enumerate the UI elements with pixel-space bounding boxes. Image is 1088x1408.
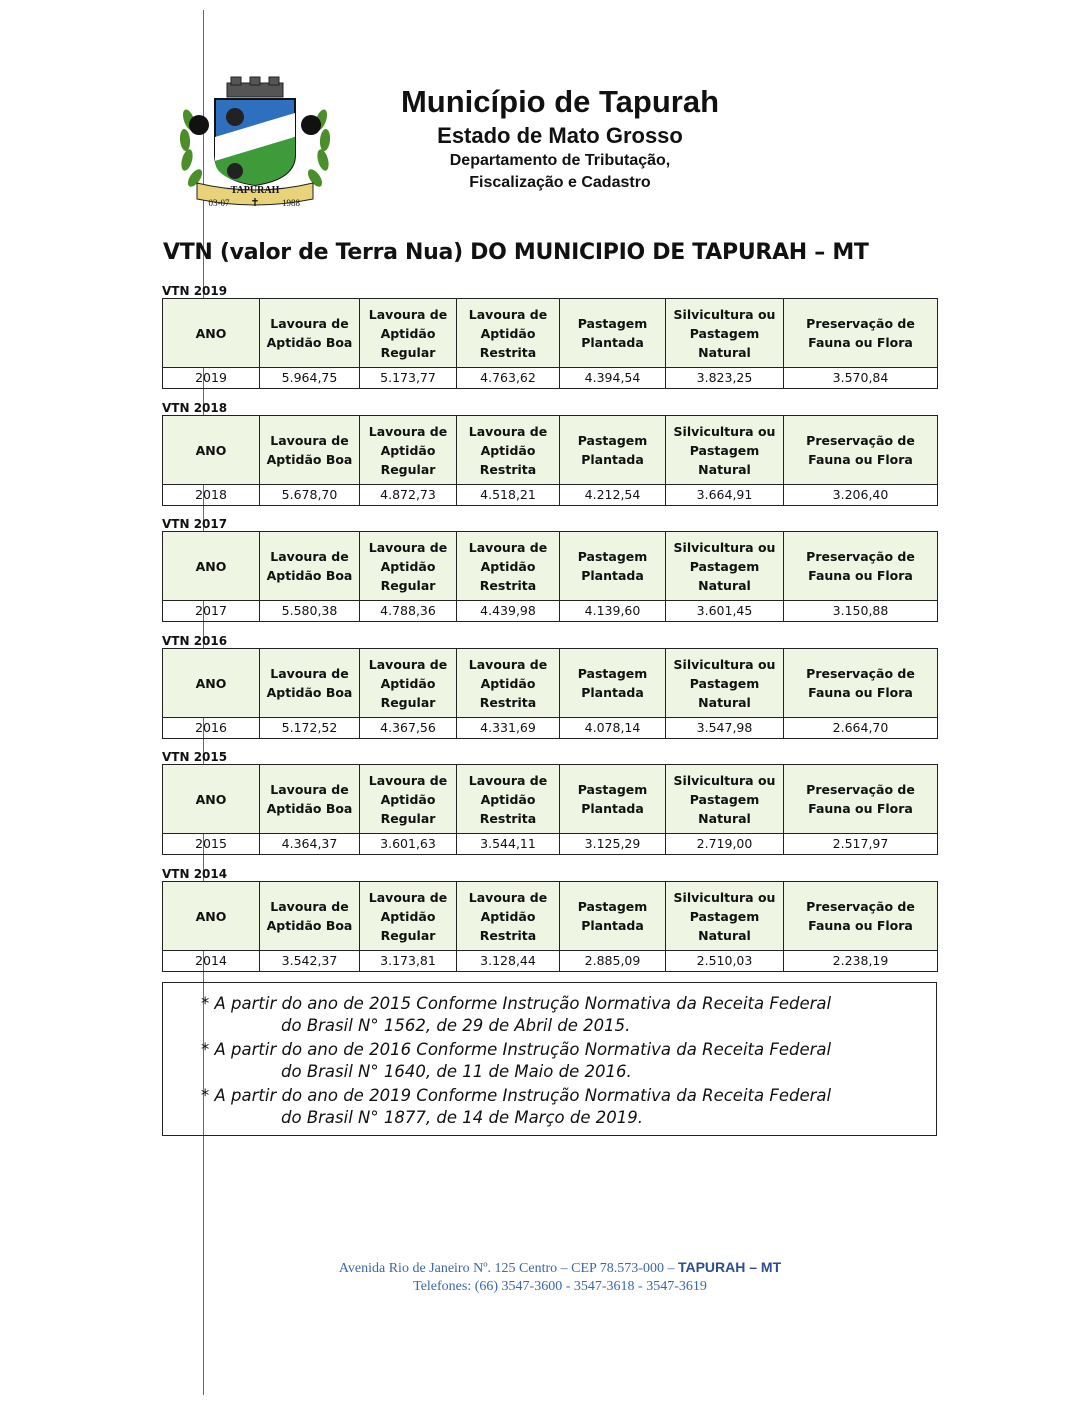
value-cell: 4.331,69 xyxy=(457,718,560,739)
note-line: * A partir do ano de 2015 Conforme Instrução Normativa da Receita Federal xyxy=(201,994,832,1013)
column-header: Lavoura de Aptidão Restrita xyxy=(457,299,560,368)
table-header-row xyxy=(163,416,938,485)
value-cell: 3.664,91 xyxy=(666,485,784,506)
table-row xyxy=(163,368,938,389)
column-header: Lavoura de Aptidão Boa xyxy=(260,532,360,601)
document-header xyxy=(340,82,780,194)
column-header: Lavoura de Aptidão Regular xyxy=(360,532,457,601)
column-header: Lavoura de Aptidão Restrita xyxy=(457,532,560,601)
table-row xyxy=(163,601,938,622)
column-header: Lavoura de Aptidão Boa xyxy=(260,299,360,368)
value-cell: 3.173,81 xyxy=(360,951,457,972)
column-header: Silvicultura ou Pastagem Natural xyxy=(666,299,784,368)
vtn-year-block xyxy=(162,517,937,622)
column-header: Silvicultura ou Pastagem Natural xyxy=(666,416,784,485)
vtn-year-block xyxy=(162,867,937,972)
column-header: Lavoura de Aptidão Regular xyxy=(360,882,457,951)
value-cell: 3.206,40 xyxy=(784,485,938,506)
table-header-row xyxy=(163,882,938,951)
value-cell: 4.518,21 xyxy=(457,485,560,506)
value-cell: 5.964,75 xyxy=(260,368,360,389)
value-cell: 3.823,25 xyxy=(666,368,784,389)
column-header: ANO xyxy=(163,649,260,718)
column-header: Pastagem Plantada xyxy=(560,649,666,718)
value-cell: 4.364,37 xyxy=(260,834,360,855)
municipality-title: Município de Tapurah xyxy=(400,84,720,119)
state-title: Estado de Mato Grosso xyxy=(437,123,683,148)
legal-notes-box xyxy=(162,982,937,1136)
column-header: Preservação de Fauna ou Flora xyxy=(784,882,938,951)
footer-city: TAPURAH – MT xyxy=(677,1259,782,1275)
vtn-table xyxy=(162,298,938,389)
value-cell: 3.128,44 xyxy=(457,951,560,972)
year-cell: 2015 xyxy=(163,834,260,855)
column-header: Silvicultura ou Pastagem Natural xyxy=(666,882,784,951)
value-cell: 2.664,70 xyxy=(784,718,938,739)
footer xyxy=(270,1258,850,1296)
table-row xyxy=(163,718,938,739)
table-header-row xyxy=(163,649,938,718)
crest-date-left: 03-07 xyxy=(208,198,230,208)
value-cell: 3.150,88 xyxy=(784,601,938,622)
page-title: VTN (valor de Terra Nua) DO MUNICIPIO DE TAPURAH – MT xyxy=(163,240,869,265)
value-cell: 4.212,54 xyxy=(560,485,666,506)
year-cell: 2017 xyxy=(163,601,260,622)
column-header: Lavoura de Aptidão Boa xyxy=(260,649,360,718)
table-label: VTN 2017 xyxy=(162,517,228,531)
column-header: Silvicultura ou Pastagem Natural xyxy=(666,649,784,718)
vtn-year-block xyxy=(162,634,937,739)
column-header: ANO xyxy=(163,882,260,951)
value-cell: 4.394,54 xyxy=(560,368,666,389)
vtn-table xyxy=(162,648,938,739)
column-header: Lavoura de Aptidão Regular xyxy=(360,765,457,834)
value-cell: 2.510,03 xyxy=(666,951,784,972)
value-cell: 2.719,00 xyxy=(666,834,784,855)
value-cell: 4.439,98 xyxy=(457,601,560,622)
column-header: Preservação de Fauna ou Flora xyxy=(784,532,938,601)
vtn-year-block xyxy=(162,284,937,389)
column-header: ANO xyxy=(163,765,260,834)
table-row xyxy=(163,951,938,972)
column-header: Lavoura de Aptidão Restrita xyxy=(457,765,560,834)
vtn-table xyxy=(162,415,938,506)
value-cell: 3.601,45 xyxy=(666,601,784,622)
column-header: Silvicultura ou Pastagem Natural xyxy=(666,532,784,601)
column-header: ANO xyxy=(163,299,260,368)
svg-text:✝: ✝ xyxy=(250,197,260,209)
column-header: Preservação de Fauna ou Flora xyxy=(784,649,938,718)
value-cell: 5.678,70 xyxy=(260,485,360,506)
value-cell: 2.885,09 xyxy=(560,951,666,972)
note-line: * A partir do ano de 2016 Conforme Instrução Normativa da Receita Federal xyxy=(201,1040,832,1059)
value-cell: 3.125,29 xyxy=(560,834,666,855)
column-header: Pastagem Plantada xyxy=(560,532,666,601)
column-header: Lavoura de Aptidão Boa xyxy=(260,416,360,485)
note-line: do Brasil N° 1562, de 29 de Abril de 2015. xyxy=(281,1016,631,1035)
footer-address: Avenida Rio de Janeiro Nº. 125 Centro – CEP 78.573-000 – xyxy=(338,1261,675,1276)
value-cell: 4.872,73 xyxy=(360,485,457,506)
table-label: VTN 2015 xyxy=(162,750,228,764)
department-line-2: Fiscalização e Cadastro xyxy=(469,174,651,191)
value-cell: 2.517,97 xyxy=(784,834,938,855)
table-header-row xyxy=(163,765,938,834)
table-label: VTN 2014 xyxy=(162,867,228,881)
value-cell: 3.547,98 xyxy=(666,718,784,739)
department-line-1: Departamento de Tributação, xyxy=(449,152,671,169)
table-header-row xyxy=(163,299,938,368)
column-header: Preservação de Fauna ou Flora xyxy=(784,416,938,485)
note-item xyxy=(201,993,831,1037)
value-cell: 4.367,56 xyxy=(360,718,457,739)
column-header: Preservação de Fauna ou Flora xyxy=(784,299,938,368)
note-line: * A partir do ano de 2019 Conforme Instrução Normativa da Receita Federal xyxy=(201,1086,832,1105)
value-cell: 4.139,60 xyxy=(560,601,666,622)
column-header: Silvicultura ou Pastagem Natural xyxy=(666,765,784,834)
vtn-table xyxy=(162,764,938,855)
year-cell: 2016 xyxy=(163,718,260,739)
column-header: Lavoura de Aptidão Regular xyxy=(360,416,457,485)
value-cell: 5.172,52 xyxy=(260,718,360,739)
table-label: VTN 2016 xyxy=(162,634,228,648)
crest-date-right: 1988 xyxy=(282,198,300,208)
note-line: do Brasil N° 1640, de 11 de Maio de 2016. xyxy=(281,1062,632,1081)
column-header: Lavoura de Aptidão Boa xyxy=(260,765,360,834)
table-label: VTN 2018 xyxy=(162,401,228,415)
table-label: VTN 2019 xyxy=(162,284,228,298)
column-header: Lavoura de Aptidão Boa xyxy=(260,882,360,951)
value-cell: 3.570,84 xyxy=(784,368,938,389)
value-cell: 3.542,37 xyxy=(260,951,360,972)
table-row xyxy=(163,485,938,506)
note-item xyxy=(201,1085,831,1129)
column-header: Lavoura de Aptidão Restrita xyxy=(457,649,560,718)
value-cell: 4.078,14 xyxy=(560,718,666,739)
value-cell: 5.173,77 xyxy=(360,368,457,389)
footer-phones: Telefones: (66) 3547-3600 - 3547-3618 - 3547-3619 xyxy=(413,1279,707,1294)
column-header: Pastagem Plantada xyxy=(560,882,666,951)
value-cell: 2.238,19 xyxy=(784,951,938,972)
column-header: ANO xyxy=(163,532,260,601)
vtn-table xyxy=(162,531,938,622)
year-cell: 2018 xyxy=(163,485,260,506)
column-header: Preservação de Fauna ou Flora xyxy=(784,765,938,834)
note-item xyxy=(201,1039,831,1083)
vtn-table xyxy=(162,881,938,972)
year-cell: 2014 xyxy=(163,951,260,972)
table-row xyxy=(163,834,938,855)
vtn-year-block xyxy=(162,750,937,855)
column-header: Lavoura de Aptidão Restrita xyxy=(457,882,560,951)
value-cell: 4.788,36 xyxy=(360,601,457,622)
column-header: Pastagem Plantada xyxy=(560,416,666,485)
value-cell: 4.763,62 xyxy=(457,368,560,389)
column-header: ANO xyxy=(163,416,260,485)
vtn-year-block xyxy=(162,401,937,506)
crest-banner-text: TAPURAH xyxy=(230,185,280,196)
value-cell: 3.601,63 xyxy=(360,834,457,855)
value-cell: 3.544,11 xyxy=(457,834,560,855)
municipal-crest-logo xyxy=(175,75,335,210)
column-header: Lavoura de Aptidão Regular xyxy=(360,649,457,718)
column-header: Lavoura de Aptidão Regular xyxy=(360,299,457,368)
column-header: Pastagem Plantada xyxy=(560,765,666,834)
note-line: do Brasil N° 1877, de 14 de Março de 2019. xyxy=(281,1108,643,1127)
column-header: Lavoura de Aptidão Restrita xyxy=(457,416,560,485)
table-header-row xyxy=(163,532,938,601)
column-header: Pastagem Plantada xyxy=(560,299,666,368)
year-cell: 2019 xyxy=(163,368,260,389)
value-cell: 5.580,38 xyxy=(260,601,360,622)
